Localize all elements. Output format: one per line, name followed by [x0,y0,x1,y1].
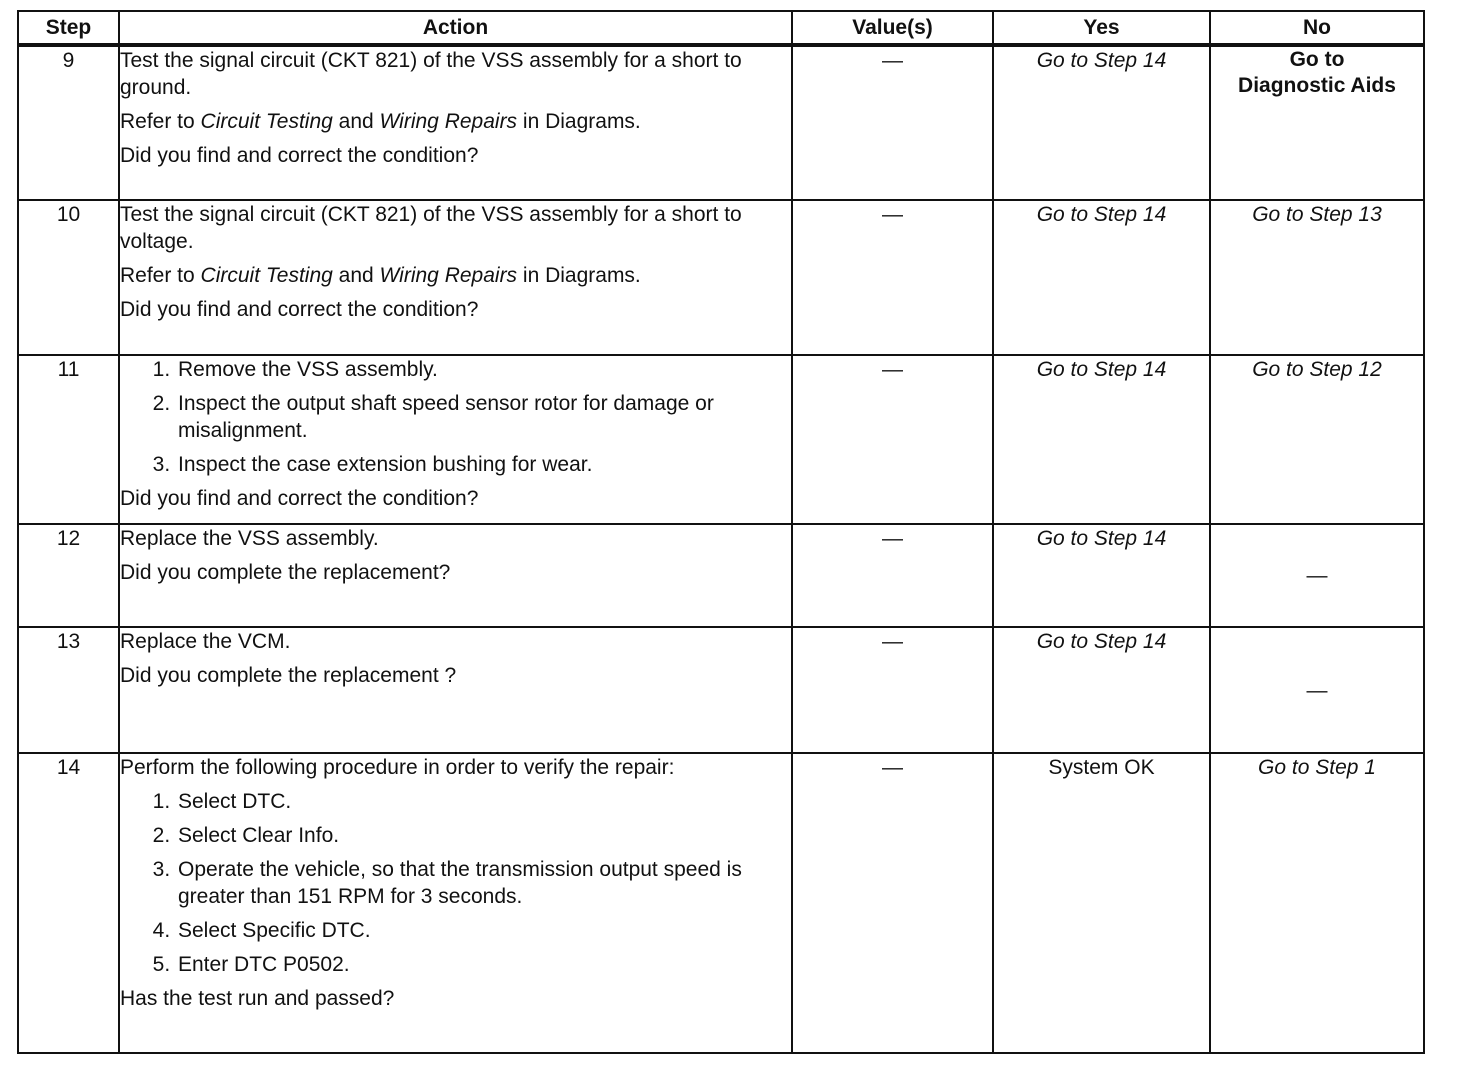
action-text: Did you find and correct the condition? [120,144,479,167]
table-row [18,200,1424,355]
action-list-item: 2. Inspect the output shaft speed sensor rotor for damage or misalignment. [176,390,791,444]
value-dash: — [882,358,903,381]
no-action: Go to Step 13 [1252,203,1382,226]
header-action: Action [119,11,792,45]
action-text: Did you find and correct the condition? [120,298,479,321]
action-list-item: 5. Enter DTC P0502. [176,951,791,978]
header-yes: Yes [993,11,1210,45]
action-text-part: in Diagrams. [517,110,641,133]
action-reference: Circuit Testing [200,110,333,133]
action-list-item: 4. Select Specific DTC. [176,917,791,944]
no-cell [1210,200,1424,355]
yes-action: Go to Step 14 [1036,358,1167,381]
action-reference: Wiring Repairs [379,264,518,287]
value-cell [792,627,993,753]
no-action-line: Diagnostic Aids [1238,74,1396,97]
action-cell [119,355,792,524]
action-cell [119,45,792,200]
yes-cell [993,355,1210,524]
value-dash: — [882,527,903,550]
step-cell: 14 [18,753,119,1053]
no-cell [1210,355,1424,524]
action-list-item: 1. Select DTC. [176,788,791,815]
action-text-part: in Diagrams. [517,264,641,287]
action-text: Did you complete the replacement? [120,561,451,584]
no-cell [1210,753,1424,1053]
step-cell: 13 [18,627,119,753]
action-list-item: 1. Remove the VSS assembly. [176,356,791,383]
action-text: Did you complete the replacement ? [120,664,457,687]
action-text: Perform the following procedure in order to verify the repair: [120,756,675,779]
yes-action: Go to Step 14 [1036,203,1167,226]
value-cell [792,45,993,200]
table-row [18,753,1424,1053]
value-dash: — [882,756,903,779]
value-cell [792,200,993,355]
no-action: Go to Step 12 [1252,358,1382,381]
no-action: Go to Step 1 [1258,756,1376,779]
table-row [18,45,1424,200]
table-row [18,627,1424,753]
action-list [120,356,791,478]
yes-action: Go to Step 14 [1036,49,1167,72]
no-action-line: Go to [1289,48,1345,71]
action-reference: Circuit Testing [200,264,333,287]
action-text-part: and [332,264,380,287]
action-text: Test the signal circuit (CKT 821) of the VSS assembly for a short to voltage. [120,203,742,253]
no-cell [1210,45,1424,200]
table-row [18,524,1424,627]
yes-action: Go to Step 14 [1036,630,1167,653]
yes-cell [993,200,1210,355]
value-dash: — [882,630,903,653]
yes-cell [993,524,1210,627]
value-dash: — [882,49,903,72]
table-row [18,355,1424,524]
action-cell [119,200,792,355]
action-text: Test the signal circuit (CKT 821) of the VSS assembly for a short to ground. [120,49,742,99]
action-reference: Wiring Repairs [379,110,518,133]
value-cell [792,355,993,524]
yes-cell [993,627,1210,753]
no-cell [1210,627,1424,753]
action-list-item: 3. Operate the vehicle, so that the transmission output speed is greater than 151 RPM for 3 seconds. [176,856,791,910]
action-list-item: 3. Inspect the case extension bushing for wear. [176,451,791,478]
step-cell: 10 [18,200,119,355]
diagnostic-table [17,10,1425,1054]
yes-action: System OK [1048,756,1155,779]
action-text [120,262,791,289]
step-cell: 12 [18,524,119,627]
action-text: Has the test run and passed? [120,987,395,1010]
action-text [120,108,791,135]
yes-action: Go to Step 14 [1036,527,1167,550]
action-cell [119,753,792,1053]
action-text-part: Refer to [120,264,201,287]
table-body [18,45,1424,1053]
action-text: Replace the VCM. [120,630,291,653]
action-text: Did you find and correct the condition? [120,487,479,510]
value-dash: — [882,203,903,226]
no-action: — [1306,564,1328,587]
step-cell: 9 [18,45,119,200]
header-step: Step [18,11,119,45]
action-text: Replace the VSS assembly. [120,527,379,550]
step-cell: 11 [18,355,119,524]
action-text-part: and [332,110,380,133]
diagnostic-table-container [17,10,1425,1054]
no-action: — [1306,678,1328,702]
yes-cell [993,45,1210,200]
no-cell [1210,524,1424,627]
header-row [18,11,1424,45]
action-cell [119,524,792,627]
header-values: Value(s) [792,11,993,45]
action-text-part: Refer to [120,110,201,133]
value-cell [792,753,993,1053]
action-list-item: 2. Select Clear Info. [176,822,791,849]
yes-cell [993,753,1210,1053]
action-list [120,788,791,978]
header-no: No [1210,11,1424,45]
value-cell [792,524,993,627]
action-cell [119,627,792,753]
